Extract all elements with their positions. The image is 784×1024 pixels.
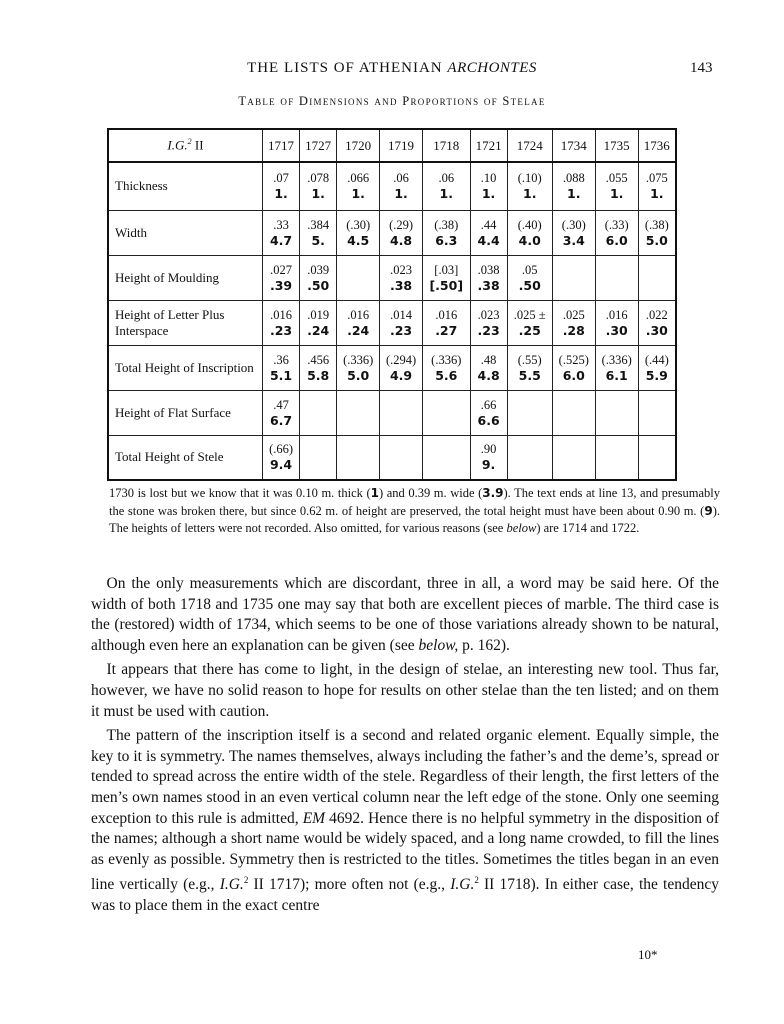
table-cell [300, 255, 337, 300]
running-title-italic: ARCHONTES [447, 60, 537, 76]
cell-proportion: 6.0 [605, 232, 628, 248]
table-cell [423, 435, 471, 480]
cell-measurement: .023 [390, 262, 412, 277]
cell-proportion: 5.0 [347, 367, 370, 383]
cell-proportion: 6.6 [477, 412, 500, 428]
column-header: 1735 [595, 129, 638, 162]
table-cell [507, 255, 552, 300]
cell-measurement: .06 [393, 171, 409, 186]
page-number: 143 [690, 60, 713, 76]
cell-measurement: (.38) [644, 217, 669, 232]
cell-proportion: .23 [389, 322, 413, 338]
cell-proportion: 1. [394, 186, 408, 202]
table-cell [552, 210, 595, 255]
cell-measurement: .088 [562, 171, 585, 186]
cell-proportion: 1. [650, 186, 664, 202]
table-cell [507, 162, 552, 210]
cell-measurement: .48 [480, 352, 497, 367]
table-cell [337, 435, 380, 480]
cell-measurement: .456 [307, 352, 330, 367]
table-cell [423, 162, 471, 210]
cell-proportion: 1. [481, 186, 496, 202]
cell-proportion: .23 [477, 322, 500, 338]
table-cell [470, 255, 507, 300]
table-cell [470, 435, 507, 480]
column-header: 1736 [638, 129, 676, 162]
cell-proportion: 1. [523, 186, 537, 202]
table-cell [263, 162, 300, 210]
table-cell [470, 162, 507, 210]
table-cell [423, 210, 471, 255]
table-cell [507, 345, 552, 390]
table-row [108, 210, 676, 255]
cell-measurement: .33 [273, 217, 289, 232]
table-cell [638, 255, 676, 300]
table-cell [595, 435, 638, 480]
cell-measurement: .384 [307, 217, 330, 232]
table-row [108, 390, 676, 435]
cell-measurement: (.40) [517, 217, 542, 232]
paragraph-2: It appears that there has come to light, in the design of stelae, an interesting new tool. Thus far, however, we have no solid reason to hope for results on other stelae than the ten listed; and on them it must be used with caution. [91, 661, 719, 720]
cell-proportion: 1. [609, 186, 624, 202]
cell-proportion: .24 [347, 322, 370, 338]
table-cell [300, 345, 337, 390]
table-cell [337, 162, 380, 210]
cell-proportion: 4.4 [477, 232, 500, 248]
cell-measurement: .06 [438, 171, 455, 186]
cell-proportion: .38 [477, 277, 500, 293]
table-cell [300, 435, 337, 480]
cell-measurement: .039 [307, 262, 330, 277]
table-cell [423, 255, 471, 300]
cell-proportion: 4.9 [389, 367, 413, 383]
cell-measurement: .016 [347, 307, 370, 322]
cell-proportion: 4.7 [269, 232, 293, 248]
table-cell [552, 390, 595, 435]
cell-measurement: .016 [270, 307, 292, 322]
cell-measurement: (.336) [343, 352, 374, 367]
table-cell [380, 390, 423, 435]
row-label: Height of Flat Surface [108, 390, 263, 435]
column-header: 1720 [337, 129, 380, 162]
cell-proportion: 4.8 [477, 367, 500, 383]
cell-measurement: .10 [480, 171, 497, 186]
cell-proportion: 1. [274, 186, 288, 202]
cell-proportion: 6.1 [605, 367, 628, 383]
table-cell [507, 435, 552, 480]
cell-proportion: 5.0 [645, 232, 668, 248]
paragraph-3: The pattern of the inscription itself is a second and related organic element. Equally simple, the key to it is symmetry. The names themselves, always including the father’s and the deme’s, spread or tended to spread across the entire width of the stele. Regardless of their length, the first letters of the men’s own names stood in an even vertical column near the left edge of the stone. Only one seeming exception to this rule is admitted, EM 4692. Hence there is no helpful symmetry in the disposition of the names; although a short name would be widely spaced, and a long name crowded, to fill the lines as evenly as possible. Symmetry then is restricted to the titles. Sometimes the titles began in an even line vertically (e.g., I.G.$^2$ II 1717); more often not (e.g., I.G.$^2$ II 1718). In either case, the tendency was to place them in the exact centre [91, 727, 720, 915]
cell-measurement: .075 [645, 171, 668, 186]
cell-measurement: .055 [605, 171, 628, 186]
running-title: THE LISTS OF ATHENIAN ARCHONTES [247, 60, 537, 76]
table-cell [638, 300, 676, 345]
table-cell [507, 210, 552, 255]
cell-proportion: 4.5 [347, 232, 370, 248]
cell-proportion: .28 [562, 322, 585, 338]
table-cell [380, 255, 423, 300]
table-row [108, 255, 676, 300]
cell-proportion: 5. [311, 232, 325, 248]
table-body [108, 162, 676, 480]
table-cell [638, 210, 676, 255]
table-cell [380, 300, 423, 345]
cell-measurement: .078 [307, 171, 330, 186]
table-cell [595, 390, 638, 435]
table-cell [423, 300, 471, 345]
cell-proportion: [.50] [429, 277, 464, 293]
cell-proportion: 5.8 [307, 367, 330, 383]
table-cell [552, 162, 595, 210]
column-header: 1718 [423, 129, 471, 162]
cell-measurement: .027 [270, 262, 292, 277]
table-cell [507, 300, 552, 345]
cell-measurement: (.55) [517, 352, 542, 367]
column-header: 1734 [552, 129, 595, 162]
table-cell [337, 300, 380, 345]
cell-measurement: .47 [273, 397, 289, 412]
cell-measurement: (.66) [269, 442, 294, 457]
table-cell [300, 300, 337, 345]
cell-proportion: 5.5 [518, 367, 541, 383]
table-cell [380, 162, 423, 210]
table-cell [380, 210, 423, 255]
table-cell [263, 345, 300, 390]
running-header [0, 60, 784, 80]
table-cell [300, 390, 337, 435]
cell-proportion: .50 [307, 277, 330, 293]
cell-proportion: 6.0 [562, 367, 585, 383]
cell-proportion: 9. [481, 457, 496, 473]
cell-measurement: .016 [435, 307, 458, 322]
cell-measurement: .014 [390, 307, 412, 322]
cell-measurement: .016 [605, 307, 628, 322]
table-footnote: 1730 is lost but we know that it was 0.10 m. thick (1) and 0.39 m. wide (3.9). The text ends at line 13, and presumably the stone was broken there, but since 0.62 m. of height are preserved, the total height must have been about 0.90 m. (9). The heights of letters were not recorded. Also omitted, for various reasons (see below) are 1714 and 1722. [109, 486, 720, 535]
cell-measurement: .066 [347, 171, 370, 186]
table-cell [337, 390, 380, 435]
cell-measurement: .038 [477, 262, 500, 277]
cell-proportion: 1. [439, 186, 453, 202]
cell-measurement: .025 [562, 307, 585, 322]
cell-proportion: .27 [435, 322, 458, 338]
table-cell [638, 345, 676, 390]
table-cell [380, 345, 423, 390]
cell-measurement: .025 ± [513, 307, 546, 322]
cell-proportion: 6.3 [435, 232, 458, 248]
cell-measurement: .022 [645, 307, 668, 322]
table-cell [380, 435, 423, 480]
cell-proportion: 5.9 [645, 367, 668, 383]
column-header: 1717 [263, 129, 300, 162]
signature-mark: 10* [638, 947, 658, 962]
cell-measurement: (.30) [561, 217, 586, 232]
row-label: Height of Letter Plus Interspace [108, 300, 263, 345]
table-cell [337, 210, 380, 255]
table-cell [595, 210, 638, 255]
table-cell [638, 435, 676, 480]
column-header: 1719 [380, 129, 423, 162]
table-cell [263, 390, 300, 435]
cell-proportion: .39 [269, 277, 293, 293]
row-label: Thickness [108, 162, 263, 210]
cell-measurement: .36 [273, 352, 289, 367]
cell-measurement: (.294) [385, 352, 417, 367]
table-cell [470, 210, 507, 255]
table-cell [552, 300, 595, 345]
table-cell [552, 345, 595, 390]
cell-proportion: .30 [605, 322, 628, 338]
cell-measurement: (.38) [434, 217, 459, 232]
cell-proportion: 5.1 [269, 367, 293, 383]
cell-proportion: 6.7 [269, 412, 293, 428]
table-cell [263, 255, 300, 300]
table-row [108, 345, 676, 390]
body-text [91, 574, 719, 921]
cell-measurement: (.33) [604, 217, 629, 232]
cell-proportion: 9.4 [269, 457, 293, 473]
table-cell [595, 255, 638, 300]
table-cell [552, 255, 595, 300]
row-label: Total Height of Stele [108, 435, 263, 480]
table-cell [595, 345, 638, 390]
cell-proportion: .30 [645, 322, 668, 338]
cell-measurement: [.03] [434, 262, 459, 277]
table-cell [638, 390, 676, 435]
row-label: Total Height of Inscription [108, 345, 263, 390]
row-label: Height of Moulding [108, 255, 263, 300]
table-cell [263, 210, 300, 255]
table-row [108, 435, 676, 480]
cell-proportion: 5.6 [435, 367, 458, 383]
cell-measurement: (.336) [601, 352, 632, 367]
cell-proportion: 4.8 [389, 232, 413, 248]
table-cell [470, 300, 507, 345]
table-cell [300, 210, 337, 255]
cell-measurement: .44 [480, 217, 497, 232]
cell-measurement: .023 [477, 307, 500, 322]
table-row [108, 300, 676, 345]
table-cell [638, 162, 676, 210]
table-cell [470, 390, 507, 435]
table-cell [595, 162, 638, 210]
column-header: 1727 [300, 129, 337, 162]
row-label: Width [108, 210, 263, 255]
table-cell [337, 345, 380, 390]
cell-measurement: (.525) [558, 352, 589, 367]
cell-proportion: .24 [307, 322, 330, 338]
table-cell [552, 435, 595, 480]
cell-proportion: .50 [518, 277, 541, 293]
cell-measurement: (.10) [517, 171, 542, 186]
table-cell [507, 390, 552, 435]
cell-proportion: .25 [518, 322, 541, 338]
column-header: 1721 [470, 129, 507, 162]
cell-measurement: .90 [480, 442, 497, 457]
cell-measurement: .66 [480, 397, 497, 412]
cell-proportion: .23 [269, 322, 293, 338]
dimensions-table [107, 128, 677, 481]
table-cell [263, 300, 300, 345]
table-cell [300, 162, 337, 210]
cell-measurement: .019 [307, 307, 330, 322]
table-cell [595, 300, 638, 345]
column-header: 1724 [507, 129, 552, 162]
cell-measurement: (.44) [644, 352, 669, 367]
cell-measurement: .07 [273, 171, 289, 186]
table-row [108, 162, 676, 210]
column-header-ig: I.G.$^2$ II [108, 129, 263, 162]
table-cell [263, 435, 300, 480]
cell-proportion: 1. [351, 186, 365, 202]
cell-measurement: (.30) [346, 217, 371, 232]
cell-proportion: 3.4 [562, 232, 585, 248]
cell-proportion: 4.0 [518, 232, 541, 248]
table-cell [337, 255, 380, 300]
cell-measurement: .05 [521, 262, 538, 277]
table-cell [423, 390, 471, 435]
cell-measurement: (.336) [431, 352, 462, 367]
table-cell [470, 345, 507, 390]
paragraph-1: On the only measurements which are discordant, three in all, a word may be said here. Of the width of both 1718 and 1735 one may say that both are excellent pieces of marble. The third case is the (restored) width of 1734, which seems to be one of those variations already shown to be natural, although even here an explanation can be given (see below, p. 162). [91, 575, 719, 654]
cell-proportion: .38 [389, 277, 413, 293]
table-cell [423, 345, 471, 390]
cell-measurement: (.29) [389, 217, 414, 232]
cell-proportion: 1. [311, 186, 325, 202]
table-caption: Table of Dimensions and Proportions of Stelae [238, 94, 546, 108]
table-header-row [108, 129, 676, 162]
cell-proportion: 1. [567, 186, 581, 202]
